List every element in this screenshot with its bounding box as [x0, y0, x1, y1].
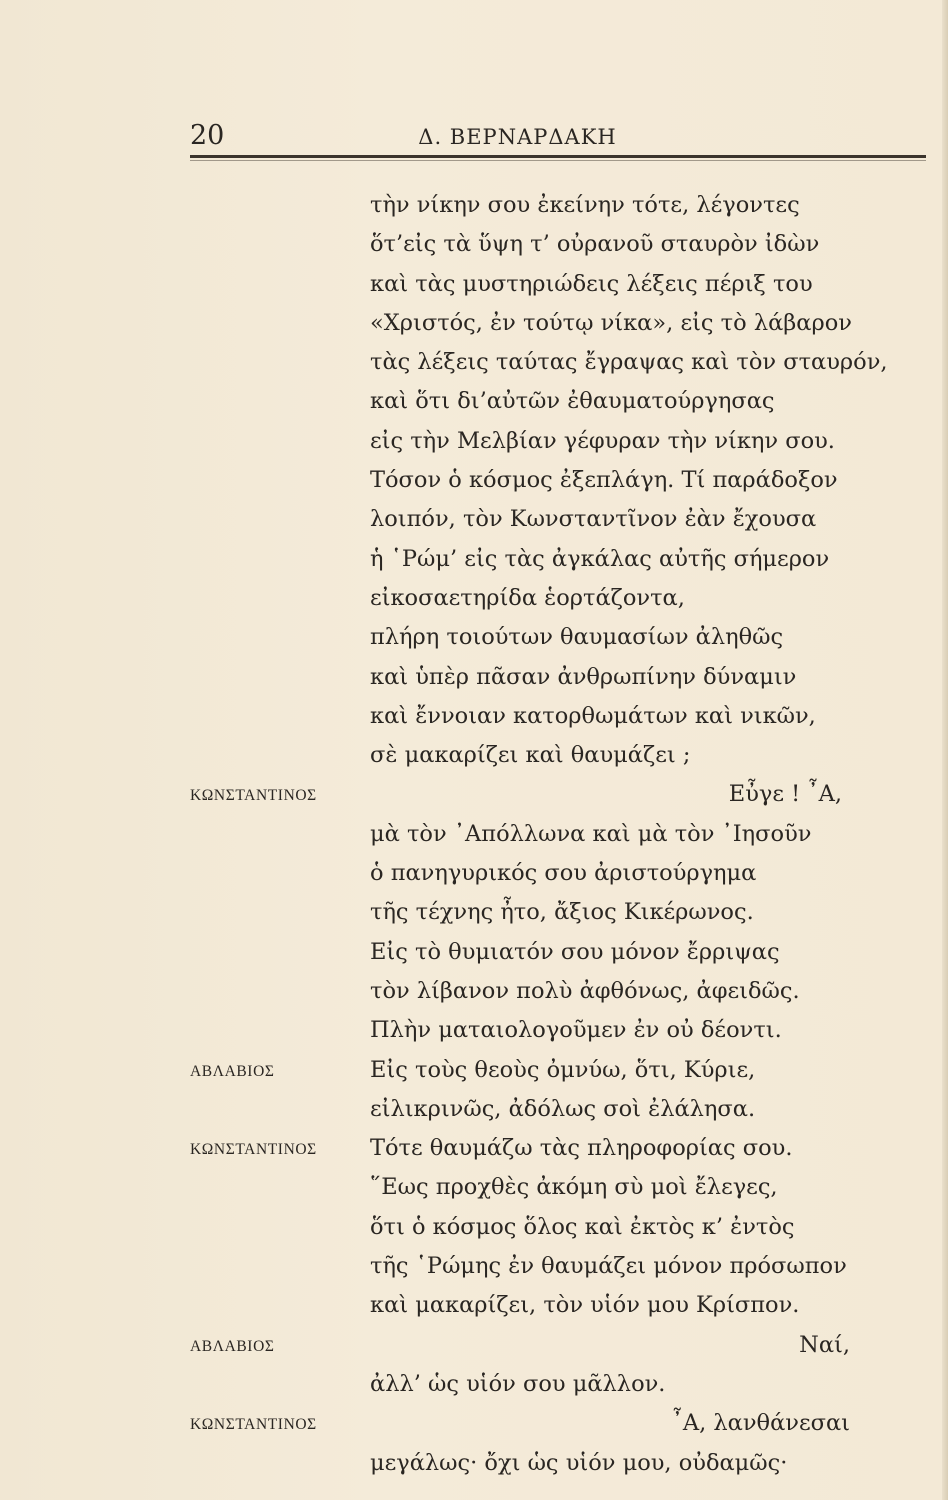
- verse-text: Πλὴν ματαιολογοῦμεν ἐν οὐ δέοντι.: [370, 1017, 782, 1044]
- verse-text: καὶ ἔννοιαν κατορθωμάτων καὶ νικῶν,: [370, 702, 816, 729]
- header-rule: [190, 155, 926, 158]
- verse-text: Εἰς τοὺς θεοὺς ὀμνύω, ὅτι, Κύριε,: [370, 1056, 756, 1083]
- verse-line: [190, 893, 850, 932]
- verse-line: [190, 972, 850, 1011]
- verse-line: [190, 500, 850, 539]
- page-edge: [942, 0, 948, 1500]
- verse-text: ὅτ’εἰς τὰ ὕψη τ’ οὐρανοῦ σταυρὸν ἰδὼν: [370, 231, 820, 258]
- verse-line: [190, 186, 850, 225]
- verse-text: καὶ μακαρίζει, τὸν υἱόν μου Κρίσπον.: [370, 1292, 800, 1319]
- verse-line: [190, 579, 850, 618]
- header-rule-thin: [190, 160, 926, 161]
- verse-text: καὶ ὅτι δι’αὐτῶν ἐθαυματούργησας: [370, 388, 775, 415]
- verse-text: εἰλικρινῶς, ἀδόλως σοὶ ἐλάλησα.: [370, 1095, 756, 1122]
- verse-line: [190, 1208, 850, 1247]
- verse-text: Ναί,: [799, 1331, 850, 1358]
- verse-text: τῆς ῾Ρώμης ἐν θαυμάζει μόνον πρόσωπον: [370, 1253, 847, 1280]
- verse-line: [190, 658, 850, 697]
- verse-line: [190, 1168, 850, 1207]
- verse-text: τὸν λίβανον πολὺ ἀφθόνως, ἀφειδῶς.: [370, 977, 800, 1004]
- verse-text: μεγάλως· ὄχι ὡς υἱόν μου, οὐδαμῶς·: [370, 1449, 788, 1476]
- verse-line: [190, 343, 888, 382]
- speaker-name: ΑΒΛΑΒΙΟΣ: [190, 1062, 275, 1080]
- verse-text: τῆς τέχνης ἦτο, ἄξιος Κικέρωνος.: [370, 899, 754, 926]
- verse-line: [190, 382, 850, 421]
- verse-text-block: [190, 186, 888, 1483]
- verse-line: [190, 1444, 850, 1483]
- verse-line: [190, 618, 850, 657]
- speaker-name: ΚΩΝΣΤΑΝΤΙΝΟΣ: [190, 787, 317, 805]
- verse-line: [190, 697, 850, 736]
- verse-line: [190, 1051, 850, 1090]
- verse-text: εἰς τὴν Μελβίαν γέφυραν τὴν νίκην σου.: [370, 427, 835, 454]
- verse-line: [190, 461, 850, 500]
- verse-line: [190, 422, 850, 461]
- verse-text: ῏Α, λανθάνεσαι: [671, 1410, 850, 1437]
- verse-text: μὰ τὸν ᾿Απόλλωνα καὶ μὰ τὸν ᾿Ιησοῦν: [370, 820, 812, 847]
- page-number: 20: [190, 120, 225, 151]
- verse-line: [190, 265, 850, 304]
- speaker-name: ΚΩΝΣΤΑΝΤΙΝΟΣ: [190, 1141, 317, 1159]
- verse-line: [190, 1365, 850, 1404]
- verse-line: [190, 1247, 850, 1286]
- verse-line: [190, 815, 850, 854]
- verse-line: [190, 775, 850, 814]
- verse-text: Εὖγε ! ῏Α,: [728, 781, 842, 808]
- verse-text: ὅτι ὁ κόσμος ὅλος καὶ ἐκτὸς κ’ ἐντὸς: [370, 1213, 795, 1240]
- verse-line: [190, 1011, 850, 1050]
- verse-text: ῞Εως προχθὲς ἀκόμη σὺ μοὶ ἔλεγες,: [370, 1174, 778, 1201]
- verse-line: [190, 304, 850, 343]
- verse-line: [190, 1129, 850, 1168]
- verse-text: ὁ πανηγυρικός σου ἀριστούργημα: [370, 860, 757, 887]
- verse-text: σὲ μακαρίζει καὶ θαυμάζει ;: [370, 742, 691, 769]
- verse-text: Εἰς τὸ θυμιατόν σου μόνον ἔρριψας: [370, 938, 780, 965]
- verse-text: «Χριστός, ἐν τούτῳ νίκα», εἰς τὸ λάβαρον: [370, 309, 852, 336]
- verse-text: εἰκοσαετηρίδα ἑορτάζοντα,: [370, 584, 685, 611]
- verse-line: [190, 1404, 850, 1443]
- verse-text: καὶ τὰς μυστηριώδεις λέξεις πέριξ του: [370, 270, 813, 297]
- verse-line: [190, 854, 850, 893]
- running-title: Δ. ΒΕΡΝΑΡΔΑΚΗ: [418, 125, 617, 149]
- verse-line: [190, 225, 850, 264]
- verse-line: [190, 736, 850, 775]
- verse-text: Τότε θαυμάζω τὰς πληροφορίας σου.: [370, 1135, 793, 1162]
- verse-text: ἀλλ’ ὡς υἱόν σου μᾶλλον.: [370, 1370, 666, 1397]
- verse-text: πλήρη τοιούτων θαυμασίων ἀληθῶς: [370, 624, 784, 651]
- verse-text: λοιπόν, τὸν Κωνσταντῖνον ἐὰν ἔχουσα: [370, 506, 817, 533]
- verse-text: καὶ ὑπὲρ πᾶσαν ἀνθρωπίνην δύναμιν: [370, 663, 797, 690]
- verse-line: [190, 1286, 850, 1325]
- verse-text: τὰς λέξεις ταύτας ἔγραψας καὶ τὸν σταυρόν,: [370, 349, 888, 376]
- verse-line: [190, 540, 850, 579]
- speaker-name: ΚΩΝΣΤΑΝΤΙΝΟΣ: [190, 1416, 317, 1434]
- verse-text: τὴν νίκην σου ἐκείνην τότε, λέγοντες: [370, 192, 800, 218]
- verse-text: ἡ ῾Ρώμ’ εἰς τὰς ἀγκάλας αὐτῆς σήμερον: [370, 545, 830, 572]
- verse-line: [190, 933, 850, 972]
- speaker-name: ΑΒΛΑΒΙΟΣ: [190, 1337, 275, 1355]
- page-header: [190, 118, 845, 158]
- verse-text: Τόσον ὁ κόσμος ἐξεπλάγη. Τί παράδοξον: [370, 467, 838, 494]
- verse-line: [190, 1326, 850, 1365]
- verse-line: [190, 1090, 850, 1129]
